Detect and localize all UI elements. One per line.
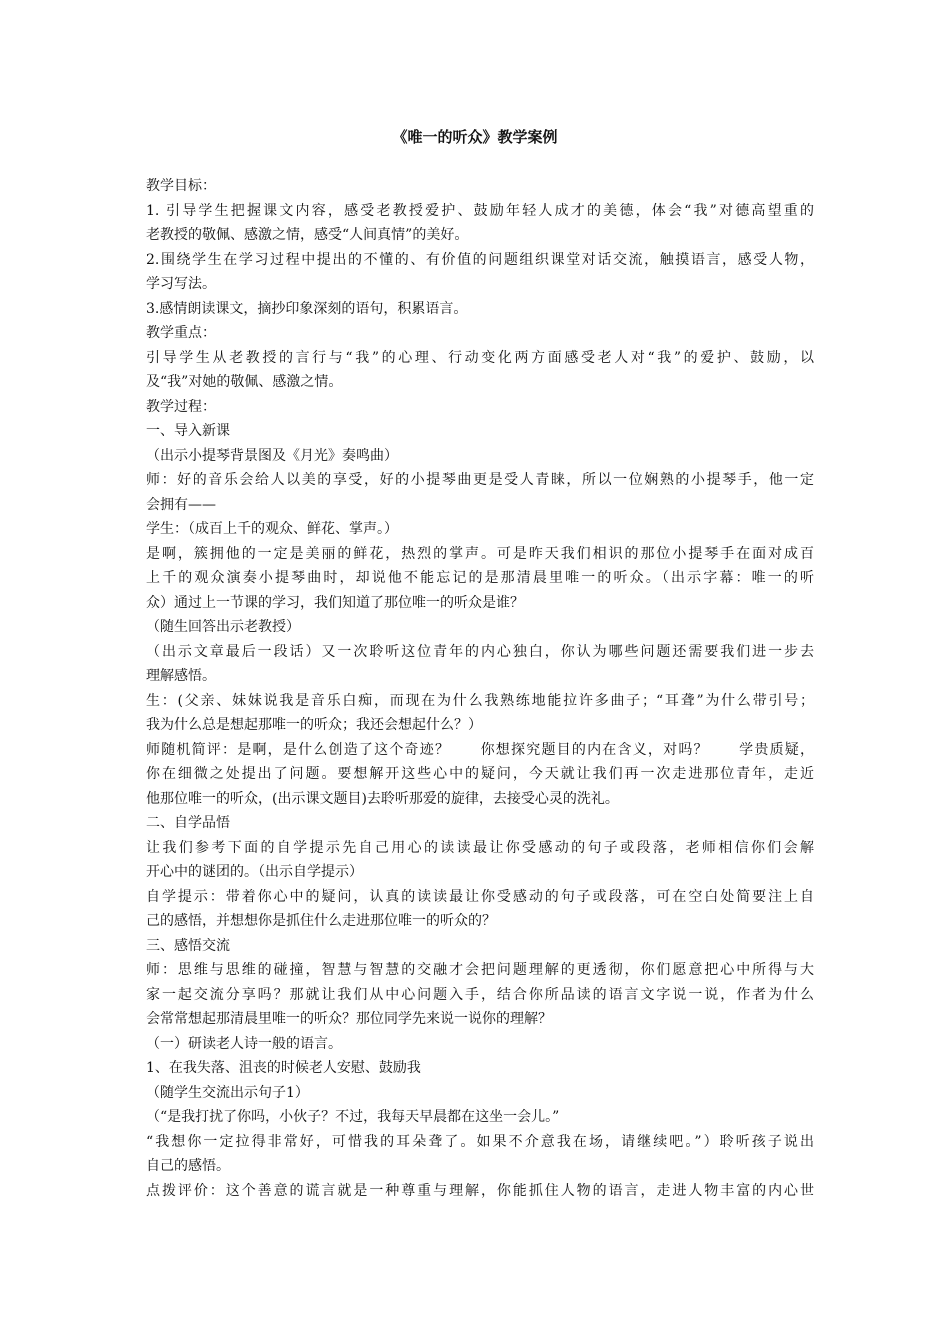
text-line: （出示小提琴背景图及《月光》奏鸣曲） — [146, 447, 398, 464]
text-line: 理解感悟。 — [146, 668, 216, 684]
text-line: （出示文章最后一段话）又一次聆听这位青年的内心独白，你认为哪些问题还需要我们进一步去 — [146, 643, 814, 660]
text-line: 2.围绕学生在学习过程中提出的不懂的、有价值的问题组织课堂对话交流，触摸语言，感受人物， — [146, 251, 814, 268]
text-line: 己的感悟，并想想你是抓住什么走进那位唯一的听众的？ — [146, 913, 496, 929]
text-line: 一、导入新课 — [146, 423, 230, 439]
text-line: 开心中的谜团的。（出示自学提示） — [146, 864, 363, 880]
text-line: （一）研读老人诗一般的语言。 — [146, 1035, 342, 1052]
text-line: 会拥有—— — [146, 496, 216, 513]
text-line: （随学生交流出示句子1） — [146, 1084, 309, 1101]
text-line: 教学目标： — [146, 178, 216, 194]
text-line: 教学过程： — [146, 398, 216, 415]
text-line: 三、感悟交流 — [146, 937, 230, 954]
text-line: 家一起交流分享吗？那就让我们从中心问题入手，结合你所品读的语言文字说一说，作者为什么 — [146, 986, 814, 1003]
text-line: 师随机简评：是啊，是什么创造了这个奇迹？ 你想探究题目的内在含义，对吗？ 学贵质疑， — [146, 741, 814, 758]
text-line: 3.感情朗读课文，摘抄印象深刻的语句，积累语言。 — [146, 300, 468, 317]
document-body — [146, 174, 814, 1203]
document-title: 《唯一的听众》教学案例 — [392, 128, 558, 146]
text-line: 众）通过上一节课的学习，我们知道了那位唯一的听众是谁？ — [146, 594, 524, 611]
text-line: 你在细微之处提出了问题。要想解开这些心中的疑问，今天就让我们再一次走进那位青年，走近 — [146, 766, 814, 782]
text-line: 引导学生从老教授的言行与“我”的心理、行动变化两方面感受老人对“我”的爱护、鼓励，以 — [146, 349, 814, 366]
text-line: 1. 引导学生把握课文内容，感受老教授爱护、鼓励年轻人成才的美德，体会“我”对德高望重的 — [146, 202, 814, 219]
text-line: 让我们参考下面的自学提示先自己用心的读读最让你受感动的句子或段落，老师相信你们会解 — [146, 839, 814, 856]
text-line: 自己的感悟。 — [146, 1158, 230, 1174]
text-line: 师：好的音乐会给人以美的享受，好的小提琴曲更是受人青睐，所以一位娴熟的小提琴手，他一定 — [146, 472, 814, 488]
text-line: 自学提示：带着你心中的疑问，认真的读读最让你受感动的句子或段落，可在空白处简要注上自 — [146, 888, 814, 905]
text-line: 及“我”对她的敬佩、感激之情。 — [146, 374, 343, 390]
text-line: 教学重点： — [146, 325, 216, 341]
text-line: 他那位唯一的听众，(出示课文题目)去聆听那爱的旋律，去接受心灵的洗礼。 — [146, 790, 619, 807]
text-line: 学生：（成百上千的观众、鲜花、掌声。） — [146, 521, 398, 537]
text-line: 二、自学品悟 — [146, 815, 230, 831]
text-line: （“是我打扰了你吗，小伙子？不过，我每天早晨都在这坐一会儿。” — [146, 1109, 560, 1125]
text-line: 上千的观众演奏小提琴曲时，却说他不能忘记的是那清晨里唯一的听众。（出示字幕：唯一的听 — [146, 570, 814, 586]
text-line: “我想你一定拉得非常好，可惜我的耳朵聋了。如果不介意我在场，请继续吧。”）聆听孩子说出 — [146, 1133, 814, 1150]
text-line: 会常常想起那清晨里唯一的听众？那位同学先来说一说你的理解？ — [146, 1011, 552, 1027]
text-line: 学习写法。 — [146, 276, 216, 292]
text-line: （随生回答出示老教授） — [146, 619, 300, 635]
text-line: 点拨评价：这个善意的谎言就是一种尊重与理解，你能抓住人物的语言，走进人物丰富的内心世 — [146, 1182, 814, 1199]
text-line: 师：思维与思维的碰撞，智慧与智慧的交融才会把问题理解的更透彻，你们愿意把心中所得与大 — [146, 962, 814, 978]
text-line: 我为什么总是想起那唯一的听众；我还会想起什么？） — [146, 717, 482, 733]
text-line: 老教授的敬佩、感激之情，感受“人间真情”的美好。 — [146, 227, 469, 243]
text-line: 生：(父亲、妹妹说我是音乐白痴，而现在为什么我熟练地能拉许多曲子；“耳聋”为什么带引号； — [146, 692, 814, 709]
text-line: 1、在我失落、沮丧的时候老人安慰、鼓励我 — [146, 1060, 421, 1076]
text-line: 是啊，簇拥他的一定是美丽的鲜花，热烈的掌声。可是昨天我们相识的那位小提琴手在面对成百 — [146, 545, 814, 562]
